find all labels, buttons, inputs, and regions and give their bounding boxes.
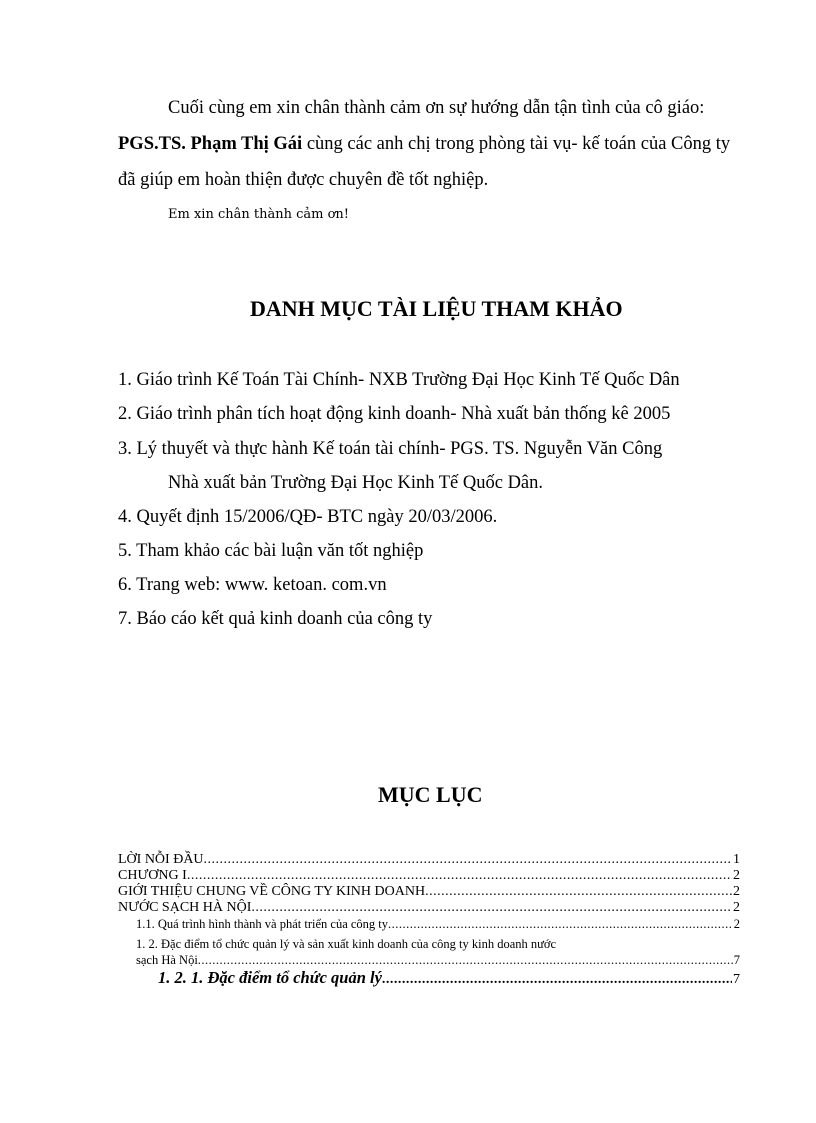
toc-entry-text: 1. 2. 1. Đặc điểm tổ chức quản lý: [158, 968, 382, 987]
reference-item-1: 1. Giáo trình Kế Toán Tài Chính- NXB Trường Đại Học Kinh Tế Quốc Dân: [118, 370, 680, 390]
toc-entry-page: 7: [733, 972, 740, 987]
toc-leader: [425, 884, 732, 900]
ack-line-1: Cuối cùng em xin chân thành cảm ơn sự hướng dẫn tận tình của cô giáo:: [168, 98, 705, 118]
toc-entry-text: CHƯƠNG I: [118, 868, 187, 883]
supervisor-name: PGS.TS. Phạm Thị Gái: [118, 134, 303, 154]
toc-leader: [382, 972, 732, 988]
toc-leader: [187, 868, 732, 884]
toc-entry-page: 7: [733, 953, 740, 967]
toc-leader: [198, 952, 733, 968]
toc-entry[interactable]: [118, 932, 740, 952]
ack-line-3: đã giúp em hoàn thiện được chuyên đề tốt nghiệp.: [118, 170, 489, 190]
toc-entry-page: 2: [733, 868, 740, 883]
toc-entry-page: 2: [733, 900, 740, 915]
toc-leader: [388, 916, 733, 932]
toc-entry-text: 1.1. Quá trình hình thành và phát triển của công ty: [136, 917, 389, 931]
toc-entry[interactable]: [118, 970, 740, 994]
toc-title: MỤC LỤC: [378, 782, 483, 807]
toc-entry[interactable]: [118, 884, 740, 900]
reference-item-6: 6. Trang web: www. ketoan. com.vn: [118, 575, 387, 595]
toc-entry-page: 2: [733, 917, 740, 931]
ack-line-2: [118, 134, 730, 155]
reference-item-7: 7. Báo cáo kết quả kinh doanh của công ty: [118, 609, 433, 629]
toc-leader: [251, 900, 732, 916]
ack-line-2-rest: cùng các anh chị trong phòng tài vụ- kế toán của Công ty: [302, 134, 731, 154]
toc-leader: [204, 852, 732, 868]
reference-item-2: 2. Giáo trình phân tích hoạt động kinh doanh- Nhà xuất bản thống kê 2005: [118, 404, 671, 424]
toc-entry-page: 2: [733, 884, 740, 899]
toc-entry-text: GIỚI THIỆU CHUNG VỀ CÔNG TY KINH DOANH: [118, 884, 426, 899]
toc-entry[interactable]: [118, 916, 740, 932]
toc-entry-text: NƯỚC SẠCH HÀ NỘI: [118, 900, 252, 915]
toc-entry-text: sạch Hà Nội: [136, 953, 198, 967]
toc-entry[interactable]: [118, 868, 740, 884]
toc-entry-page: 1: [733, 852, 740, 867]
toc-entry-text: LỜI NỖI ĐẦU: [118, 852, 204, 867]
reference-item-3: 3. Lý thuyết và thực hành Kế toán tài chính- PGS. TS. Nguyễn Văn Công: [118, 439, 663, 459]
reference-item-3-cont: Nhà xuất bản Trường Đại Học Kinh Tế Quốc Dân.: [168, 473, 544, 493]
reference-item-4: 4. Quyết định 15/2006/QĐ- BTC ngày 20/03/2006.: [118, 507, 498, 527]
references-title: DANH MỤC TÀI LIỆU THAM KHẢO: [250, 296, 623, 321]
reference-item-5: 5. Tham khảo các bài luận văn tốt nghiệp: [118, 541, 424, 561]
thanks-line: Em xin chân thành cảm ơn!: [168, 207, 349, 222]
toc-entry[interactable]: [118, 900, 740, 916]
toc-entry-text: 1. 2. Đặc điểm tổ chức quản lý và sản xuất kinh doanh của công ty kinh doanh nước: [136, 937, 557, 951]
table-of-contents: [118, 852, 740, 994]
toc-entry[interactable]: [118, 852, 740, 868]
